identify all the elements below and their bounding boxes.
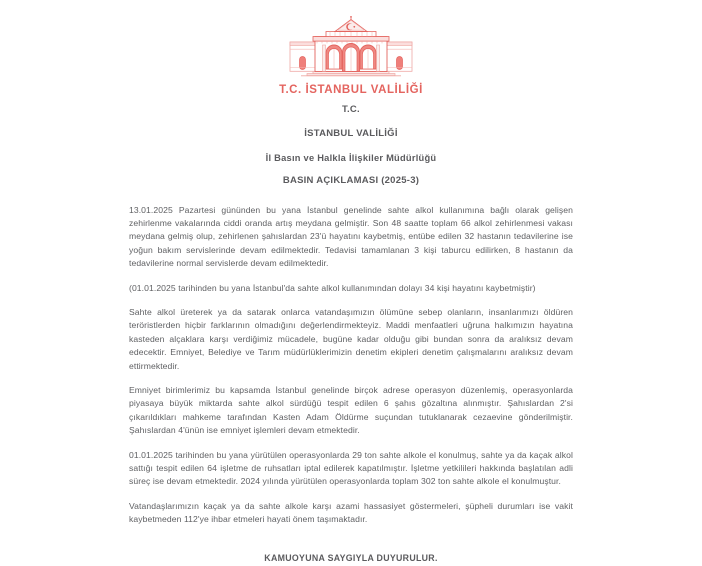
body-paragraph: (01.01.2025 tarihinden bu yana İstanbul'da sahte alkol kullanımından dolayı 34 kişi hayatını kaybetmiştir) bbox=[129, 282, 536, 293]
document-logo-block bbox=[0, 0, 702, 96]
document-footer bbox=[129, 548, 573, 566]
body-paragraph: Emniyet birimlerimiz bu kapsamda İstanbul genelinde birçok adrese operasyon düzenlemiş, operasyonlarda piyasaya büyük miktarda sahte alkol sürdüğü tespit edilen 6 şahıs gözaltına alınmıştır. Şahıslardan 2'si çıkarıldıkları mahkeme tarafından Kasten Adam Öldürme suçundan tutuklanarak cezaevine gönderilmiştir. Şahıslardan 4'ünün ise emniyet işlemleri devam etmektedir. bbox=[129, 385, 573, 436]
body-paragraph: Sahte alkol üreterek ya da satarak onlarca vatandaşımızın ölümüne sebep olanların, insanlarımızı öldüren teröristlerden hiçbir farklarının olmadığını değerlendirmekteyiz. Maddi menfaatleri uğruna halkımızın hayatına kasteden alçaklara karşı verdiğimiz mücadele, bugüne kadar olduğu gibi bundan sonra da aralıksız devam edecektir. Emniyet, Belediye ve Tarım müdürlüklerimizin denetim ekipleri denetim çalışmalarını aralıksız devam ettirmektedir. bbox=[129, 306, 573, 371]
closing-statement: KAMUOYUNA SAYGIYLA DUYURULUR. bbox=[264, 552, 438, 563]
header-line-tc: T.C. bbox=[342, 104, 360, 115]
document-body bbox=[129, 187, 573, 566]
document-header bbox=[0, 105, 702, 187]
header-line-release-number: BASIN AÇIKLAMASI (2025-3) bbox=[282, 175, 420, 187]
body-paragraph: 13.01.2025 Pazartesi gününden bu yana İstanbul genelinde sahte alkol kullanımına bağlı olarak gelişen zehirlenme vakalarında ciddi oranda artış meydana gelmiştir. Son 48 saatte toplam 66 alkol zehirlenmesi vakası meydana gelmiş olup, zehirlenen şahıslardan 23'ü hayatını kaybetmiş, entübe edilen 32 hastanın tedavilerine ise yoğun bakım servislerinde devam edilmektedir. Tedavisi tamamlanan 3 kişi taburcu edilirken, 8 hastanın da tedavilerine normal servislerde devam edilmektedir. bbox=[129, 204, 573, 269]
logo-wordmark: T.C. İSTANBUL VALİLİĞİ bbox=[279, 84, 423, 96]
body-paragraph: 01.01.2025 tarihinden bu yana yürütülen operasyonlarda 29 ton sahte alkole el konulmuş, sahte ya da kaçak alkol sattığı tespit edilen 64 işletme de ruhsatları iptal edilerek kapatılmıştır. İşletme yetkilileri hakkında başlatılan adli süreç ise devam etmektedir. 2024 yılında yürütülen operasyonlarda toplam 302 ton sahte alkole el konulmuştur. bbox=[129, 449, 573, 487]
istanbul-governorship-building-icon bbox=[277, 16, 425, 82]
body-paragraph: Vatandaşlarımızın kaçak ya da sahte alkole karşı azami hassasiyet göstermeleri, şüpheli durumları ise vakit kaybetmeden 112'ye ihbar etmeleri hayati önem taşımaktadır. bbox=[129, 500, 573, 525]
header-line-province: İSTANBUL VALİLİĞİ bbox=[304, 128, 398, 140]
header-line-department: İl Basın ve Halkla İlişkiler Müdürlüğü bbox=[265, 152, 437, 163]
